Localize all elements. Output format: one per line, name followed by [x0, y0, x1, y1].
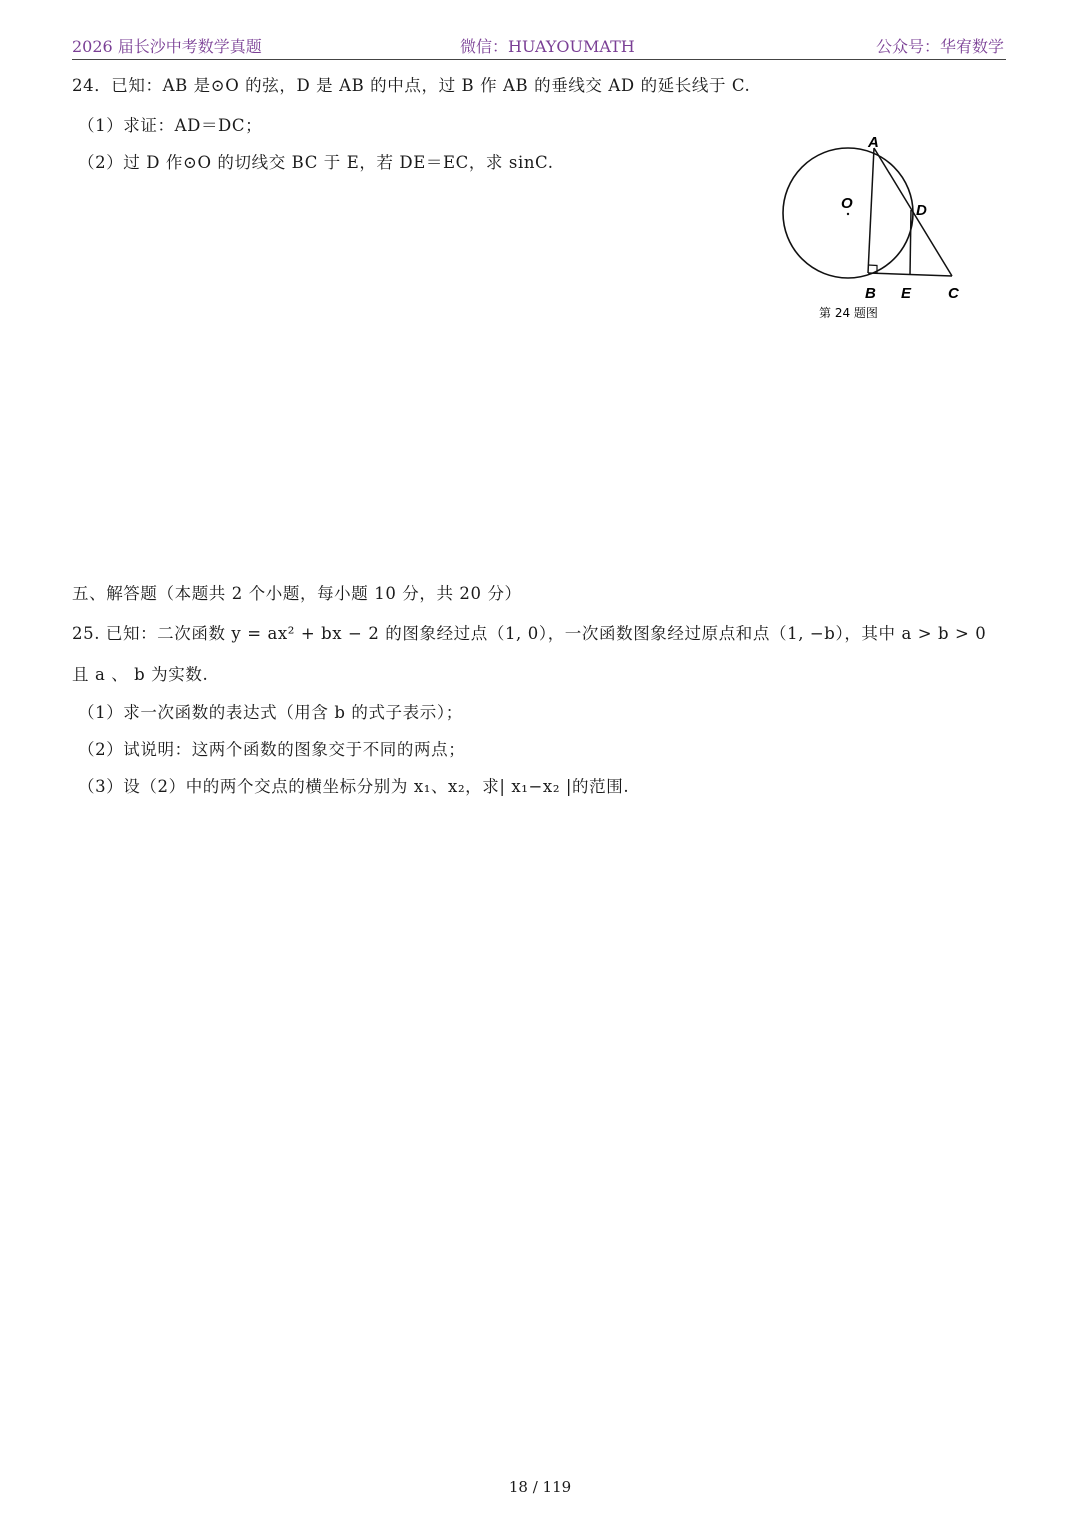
label-b: B [865, 285, 876, 302]
q24-part2: （2）过 D 作⊙O 的切线交 BC 于 E，若 DE＝EC，求 sinC. [78, 153, 554, 172]
line-ac [874, 148, 952, 276]
page-number: 18 / 119 [508, 1478, 572, 1496]
q25-stem-cont: 且 a 、 b 为实数. [72, 665, 209, 684]
header-wechat: 微信：HUAYOUMATH [460, 37, 635, 56]
label-d: D [916, 202, 927, 219]
page-header [72, 34, 1006, 58]
q25-part1: （1）求一次函数的表达式（用含 b 的式子表示）； [78, 703, 463, 722]
header-divider [72, 59, 1006, 60]
label-e: E [901, 285, 912, 302]
center-dot [847, 213, 849, 215]
label-a: A [868, 134, 879, 151]
q24-figure [770, 128, 980, 328]
section5-title: 五、解答题（本题共 2 个小题，每小题 10 分，共 20 分） [72, 584, 522, 603]
q25-part2: （2）试说明：这两个函数的图象交于不同的两点； [78, 740, 466, 759]
q24-stem: 24．已知：AB 是⊙O 的弦，D 是 AB 的中点，过 B 作 AB 的垂线交 AD 的延长线于 C. [72, 76, 751, 95]
q25-part3: （3）设（2）中的两个交点的横坐标分别为 x₁、x₂，求| x₁−x₂ |的范围. [78, 777, 630, 796]
q25-stem: 25. 已知：二次函数 y = ax² + bx − 2 的图象经过点（1, 0），一次函数图象经过原点和点（1, −b），其中 a > b > 0 [72, 624, 987, 643]
header-account: 公众号：华宥数学 [875, 37, 1004, 56]
chord-ab [868, 148, 874, 273]
label-c: C [948, 285, 959, 302]
header-title: 2026 届长沙中考数学真题 [72, 37, 262, 56]
figure-caption: 第 24 题图 [819, 306, 878, 320]
q24-part1: （1）求证：AD＝DC； [78, 116, 263, 135]
line-de [910, 210, 911, 275]
label-o: O [841, 195, 853, 212]
